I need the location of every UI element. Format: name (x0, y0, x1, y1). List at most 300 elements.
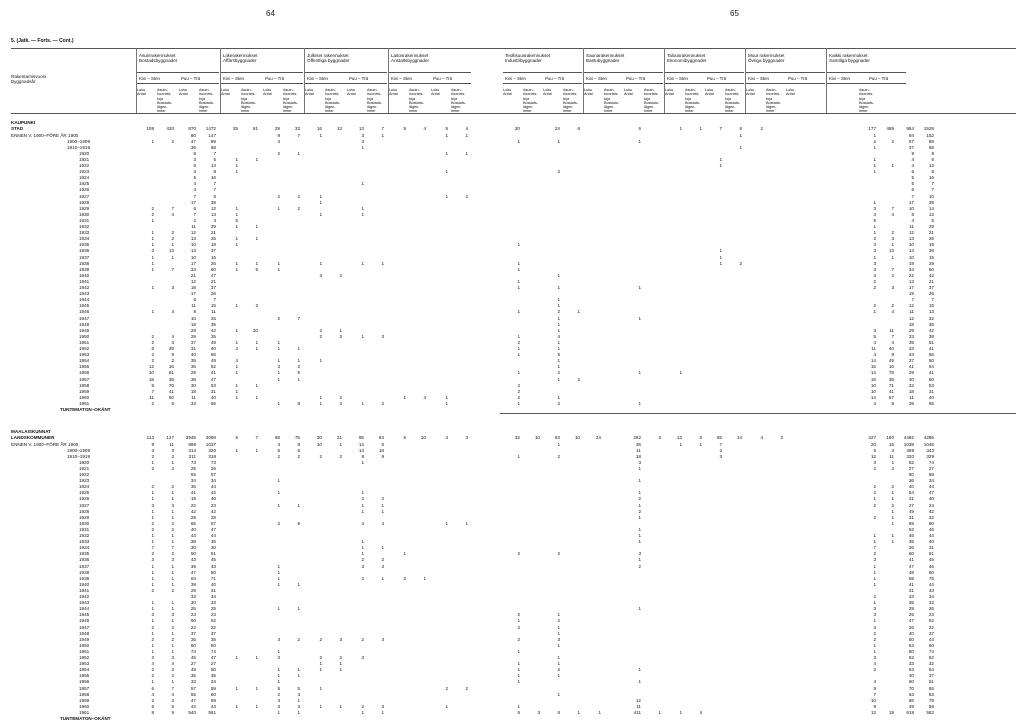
table-cell: 4 (193, 181, 196, 187)
table-cell: 1 (638, 285, 641, 290)
table-cell: 39 (168, 346, 174, 351)
table-cell: 7 (213, 181, 216, 187)
table-cell: 2 (297, 193, 300, 199)
row-label-year: 1942 (79, 594, 90, 599)
table-cell: 11 (636, 703, 641, 709)
row-label-year: 1921 (79, 156, 90, 162)
column-header-line: lägen- (367, 105, 378, 110)
table-cell: 33 (928, 587, 934, 593)
table-cell: 44 (928, 636, 934, 642)
table-cell: 1 (445, 132, 448, 138)
table-cell: 19 (928, 242, 934, 248)
column-header-line: huoneis- (241, 92, 256, 97)
table-cell: 1 (517, 346, 520, 351)
table-cell: 41 (888, 388, 894, 394)
table-cell: 30 (190, 600, 196, 606)
table-cell: 2 (297, 453, 300, 459)
table-cell: 1 (679, 370, 682, 376)
table-cell: 26 (928, 606, 934, 612)
table-cell: 10 (574, 435, 580, 441)
table-cell: 6 (931, 156, 934, 162)
table-cell: 5 (277, 685, 280, 691)
table-cell: 2 (319, 636, 322, 642)
table-cell: 1 (339, 703, 342, 709)
table-cell: 1 (297, 358, 300, 364)
column-group-title-sv: Bastubyggnader (586, 58, 620, 64)
table-cell: 1 (381, 545, 384, 551)
table-cell: 6 (151, 685, 154, 691)
table-cell: 4 (361, 520, 364, 526)
table-cell: 7 (891, 266, 894, 272)
table-cell: 31 (908, 514, 914, 520)
table-cell: 9 (911, 150, 914, 156)
row-label-year: 1930 (79, 211, 90, 217)
table-cell: 3 (465, 435, 468, 441)
table-cell: 40 (210, 581, 216, 587)
table-cell: 10 (190, 242, 196, 248)
table-cell: 1 (517, 679, 520, 685)
table-cell: 40 (908, 376, 914, 382)
table-cell: 62 (908, 655, 914, 660)
material-stone-header: Kivi – Sten (667, 76, 688, 81)
table-cell: 2 (891, 303, 894, 309)
column-separator (136, 48, 137, 113)
table-cell: 3 (873, 242, 876, 248)
table-cell: 39 (908, 400, 914, 406)
table-cell: 1 (235, 447, 238, 453)
dwellings-column-header (283, 88, 301, 114)
table-cell: 1 (235, 703, 238, 709)
table-cell: 7 (193, 193, 196, 199)
table-cell: 5 (171, 703, 174, 709)
table-cell: 2 (171, 667, 174, 673)
table-cell: 2 (339, 272, 342, 278)
count-column-header (347, 88, 365, 97)
row-label-year: 1924 (79, 484, 90, 490)
row-label-year: 1939 (79, 266, 90, 272)
table-cell: 71 (888, 382, 894, 388)
table-cell: 1 (171, 679, 174, 685)
table-cell: 1 (891, 533, 894, 538)
table-cell: 954 (906, 126, 914, 132)
table-cell: 53 (908, 642, 914, 648)
table-cell: 2 (171, 484, 174, 490)
table-cell: 1 (517, 667, 520, 673)
table-cell: 29 (190, 587, 196, 593)
table-cell: 60 (210, 266, 216, 272)
table-cell: 2 (361, 703, 364, 709)
rule (665, 72, 744, 73)
table-cell: 1 (151, 679, 154, 685)
table-cell: 1 (361, 502, 364, 508)
table-cell: 10 (908, 242, 914, 248)
table-cell: 39 (928, 199, 934, 205)
table-cell: 47 (190, 138, 196, 144)
table-cell: 180 (886, 435, 894, 441)
row-label-year: 1938 (79, 260, 90, 266)
table-cell: 1 (423, 575, 426, 581)
table-cell: 1 (517, 703, 520, 709)
table-cell: 1 (557, 376, 560, 382)
table-cell: 1 (891, 496, 894, 502)
count-column-header (263, 88, 281, 97)
row-label-year: 1955 (79, 364, 90, 370)
column-header-line: heter (859, 109, 868, 114)
row-label-year: 1944 (79, 297, 90, 303)
table-cell: 41 (908, 364, 914, 370)
table-cell: 1 (445, 400, 448, 406)
table-cell: 1 (638, 315, 641, 321)
table-cell: 35 (190, 673, 196, 679)
table-cell: 12 (870, 453, 876, 459)
column-header-line: lägen- (157, 105, 168, 110)
row-label-year: 1935 (79, 551, 90, 557)
column-header-line: Bostads- (367, 100, 382, 105)
table-cell: 1 (719, 254, 722, 260)
column-header-line: Asuin- (859, 88, 870, 92)
table-cell: 36 (908, 478, 914, 484)
count-column-header (503, 88, 521, 97)
table-cell: 52 (928, 655, 934, 660)
table-cell: 1 (891, 539, 894, 545)
dwellings-column-header (685, 88, 703, 114)
table-cell: 1 (445, 150, 448, 156)
rule (221, 72, 303, 73)
table-cell: 2 (151, 697, 154, 703)
row-label-pre1900: ENNEN V. 1900–FÖRE ÅR 1900 (11, 441, 79, 447)
table-cell: 1 (873, 575, 876, 581)
table-cell: 6 (557, 709, 560, 715)
column-header-line: toja (325, 96, 332, 101)
count-column-header (179, 88, 197, 97)
table-cell: 2 (557, 400, 560, 406)
column-group-title-sv: Bostadsbyggnader (139, 58, 178, 64)
column-group-title-fi: Laitosrakennukset (391, 53, 429, 58)
material-stone-header: Kivi – Sten (139, 76, 160, 81)
table-cell: 2 (297, 205, 300, 211)
table-cell: 12 (908, 230, 914, 236)
table-cell: 3 (151, 248, 154, 254)
table-cell: 7 (171, 685, 174, 691)
table-cell: 1 (151, 285, 154, 290)
rule (389, 83, 471, 84)
table-cell: 69 (908, 520, 914, 526)
table-cell: 1 (699, 126, 702, 132)
table-cell: 1 (873, 642, 876, 648)
table-cell: 7 (255, 435, 258, 441)
column-header-line: Antal (705, 92, 714, 97)
column-group-header (667, 53, 745, 64)
material-stone-header: Kivi – Sten (307, 76, 328, 81)
table-cell: 6 (151, 346, 154, 351)
table-cell: 2 (151, 400, 154, 406)
table-cell: 2 (891, 502, 894, 508)
table-cell: 1 (517, 266, 520, 272)
table-cell: 61 (168, 370, 174, 376)
table-cell: 1 (319, 132, 322, 138)
table-cell: 1 (873, 132, 876, 138)
table-cell: 262 (633, 435, 641, 441)
table-cell: 2 (557, 370, 560, 376)
table-cell: 1 (557, 346, 560, 351)
table-cell: 3 (873, 327, 876, 333)
table-cell: 4 (277, 138, 280, 144)
table-cell: 40 (210, 346, 216, 351)
table-cell: 89 (928, 138, 934, 144)
table-cell: 5 (403, 126, 406, 132)
table-cell: 2 (465, 193, 468, 199)
table-cell: 7 (891, 333, 894, 339)
column-header-line: heter (367, 109, 376, 114)
table-cell: 68 (928, 144, 934, 150)
column-header-line: Antal (431, 92, 440, 97)
table-cell: 41 (928, 346, 934, 351)
material-stone-header: Kivi – Sten (391, 76, 412, 81)
table-cell: 31 (928, 388, 934, 394)
table-cell: 5 (873, 217, 876, 223)
table-cell: 11 (909, 224, 914, 229)
table-cell: 39 (190, 563, 196, 569)
table-cell: 49 (908, 508, 914, 514)
table-cell: 40 (190, 526, 196, 532)
column-header-line: toja (157, 96, 164, 101)
column-group-header (223, 53, 303, 64)
table-cell: 1 (638, 526, 641, 532)
table-cell: 2 (171, 551, 174, 557)
table-cell: 13 (908, 278, 914, 284)
table-cell: 1 (557, 394, 560, 400)
table-cell: 22 (928, 624, 934, 630)
table-cell: 5 (873, 333, 876, 339)
table-cell: 1 (277, 673, 280, 679)
table-cell: 44 (210, 533, 216, 538)
column-header-line: lägen- (859, 105, 870, 110)
row-label-year: 1943 (79, 600, 90, 606)
table-cell: 4492 (903, 435, 914, 441)
count-column-header (786, 88, 804, 97)
table-cell: 7 (911, 297, 914, 303)
table-cell: 2 (517, 382, 520, 388)
table-cell: 1 (403, 551, 406, 557)
row-label-year: 1957 (79, 376, 90, 382)
column-header-line: heter (241, 109, 250, 114)
table-cell: 2 (557, 551, 560, 557)
table-cell: 411 (633, 709, 641, 715)
column-header-line: lägen- (199, 105, 210, 110)
table-cell: 1 (171, 490, 174, 496)
column-header-line: Bostads- (685, 100, 700, 105)
table-cell: 10 (870, 388, 876, 394)
table-cell: 17 (190, 260, 196, 266)
table-cell: 13 (210, 163, 216, 168)
table-cell: 50 (928, 569, 934, 575)
table-cell: 4 (873, 211, 876, 217)
table-cell: 1 (361, 459, 364, 465)
table-cell: 80 (190, 132, 196, 138)
table-cell: 1 (235, 655, 238, 660)
dwellings-column-header (241, 88, 259, 114)
table-cell: 2 (517, 636, 520, 642)
row-label-year: 1923 (79, 478, 90, 484)
column-header-line: huoneis- (283, 92, 298, 97)
table-cell: 60 (908, 551, 914, 557)
column-header-line: Asuin- (604, 88, 615, 92)
table-cell: 29 (908, 606, 914, 612)
table-cell: 50 (168, 394, 174, 400)
table-cell: 3 (873, 459, 876, 465)
table-cell: 3 (873, 272, 876, 278)
table-cell: 2 (171, 453, 174, 459)
table-cell: 1 (255, 156, 258, 162)
table-cell: 10 (870, 697, 876, 703)
table-cell: 4 (171, 309, 174, 315)
row-label-range: 1900–1909 (67, 447, 90, 453)
table-cell: 1 (381, 132, 384, 138)
column-header-line: toja (685, 96, 692, 101)
table-cell: 44 (210, 484, 216, 490)
table-cell: 1 (297, 673, 300, 679)
table-cell: 24 (554, 126, 560, 132)
column-header-line: Bostads- (325, 100, 340, 105)
table-cell: 1 (277, 490, 280, 496)
table-cell: 2 (151, 667, 154, 673)
row-label-year: 1923 (79, 169, 90, 175)
table-cell: 2 (319, 655, 322, 660)
row-label-year: 1951 (79, 339, 90, 345)
table-cell: 3 (171, 502, 174, 508)
row-label-year: 1922 (79, 163, 90, 168)
table-cell: 57 (190, 685, 196, 691)
table-cell: 33 (190, 679, 196, 685)
table-cell: 1 (255, 339, 258, 345)
table-cell: 1 (235, 211, 238, 217)
row-label-year: 1956 (79, 679, 90, 685)
table-cell: 1 (361, 144, 364, 150)
table-cell: 227 (868, 435, 876, 441)
table-cell: 2 (638, 563, 641, 569)
table-cell: 4 (891, 211, 894, 217)
table-cell: 2 (465, 685, 468, 691)
table-cell: 1 (873, 254, 876, 260)
table-cell: 1 (235, 205, 238, 211)
table-cell: 1 (557, 285, 560, 290)
table-cell: 1 (517, 400, 520, 406)
table-cell: 11 (191, 303, 196, 309)
table-cell: 27 (928, 465, 934, 471)
table-cell: 1 (638, 502, 641, 508)
table-cell: 17 (908, 285, 914, 290)
table-cell: 870 (188, 126, 196, 132)
table-cell: 29 (210, 224, 216, 229)
table-cell: 9 (381, 453, 384, 459)
table-cell: 3 (277, 703, 280, 709)
table-cell: 4 (557, 333, 560, 339)
table-cell: 3 (339, 333, 342, 339)
table-cell: 40 (908, 484, 914, 490)
table-cell: 11 (889, 453, 894, 459)
table-cell: 4 (151, 661, 154, 667)
table-cell: 1 (277, 667, 280, 673)
table-cell: 50 (210, 667, 216, 673)
table-cell: 1 (739, 144, 742, 150)
table-cell: 1037 (205, 441, 216, 447)
column-header-line: Luku (431, 88, 440, 92)
section-title: KAUPUNKI (11, 119, 36, 125)
table-cell: 1 (873, 581, 876, 587)
table-cell: 147 (208, 132, 216, 138)
table-cell: 1528 (923, 126, 934, 132)
table-cell: 38 (928, 333, 934, 339)
table-cell: 29 (190, 370, 196, 376)
table-cell: 1 (638, 533, 641, 538)
table-cell: 1 (151, 459, 154, 465)
column-header-line: Asuin- (367, 88, 378, 92)
table-cell: 1 (873, 224, 876, 229)
count-column-header (137, 88, 155, 97)
table-cell: 4 (760, 435, 763, 441)
column-header-line: Antal (503, 92, 512, 97)
table-cell: 1 (319, 400, 322, 406)
row-label-year: 1933 (79, 230, 90, 236)
table-cell: 1 (517, 618, 520, 624)
table-cell: 2 (319, 327, 322, 333)
table-cell: 2 (557, 309, 560, 315)
table-cell: 40 (908, 630, 914, 636)
material-wood-header: Puu – Trä (869, 76, 889, 81)
table-cell: 22 (210, 624, 216, 630)
table-cell: 1 (517, 453, 520, 459)
column-group-title-fi: Liikerakennukset (223, 53, 258, 58)
table-cell: 43 (190, 557, 196, 563)
table-cell: 65 (190, 520, 196, 526)
table-cell: 18 (190, 321, 196, 327)
table-cell: 1 (151, 581, 154, 587)
rule (389, 72, 471, 73)
table-cell: 1 (319, 661, 322, 667)
column-group-title-sv: Ekonomibyggnader (667, 58, 707, 64)
table-cell: 1 (297, 581, 300, 587)
table-cell: 55 (190, 691, 196, 697)
table-cell: 15 (210, 303, 216, 309)
table-cell: 1 (235, 169, 238, 175)
table-cell: 369 (906, 447, 914, 453)
table-cell: 4 (235, 358, 238, 364)
table-cell: 3 (319, 272, 322, 278)
table-cell: 25 (210, 236, 216, 242)
table-cell: 8 (911, 211, 914, 217)
table-cell: 1 (517, 673, 520, 679)
table-cell: 1 (873, 600, 876, 606)
material-stone-header: Kivi – Sten (748, 76, 769, 81)
table-cell: 35 (190, 636, 196, 642)
table-cell: 3 (873, 655, 876, 660)
table-cell: 1 (255, 703, 258, 709)
table-cell: 27 (908, 465, 914, 471)
table-cell: 31 (210, 587, 216, 593)
table-cell: 4 (277, 697, 280, 703)
table-cell: 10 (908, 254, 914, 260)
table-cell: 2 (873, 630, 876, 636)
table-cell: 12 (635, 697, 641, 703)
table-cell: 35 (210, 539, 216, 545)
table-cell: 63 (928, 691, 934, 697)
table-cell: 1 (361, 333, 364, 339)
table-cell: 25 (210, 315, 216, 321)
row-label-year: 1927 (79, 193, 90, 199)
table-cell: 33 (210, 600, 216, 606)
table-cell: 1 (339, 667, 342, 673)
column-header-line: Luku (305, 88, 314, 92)
